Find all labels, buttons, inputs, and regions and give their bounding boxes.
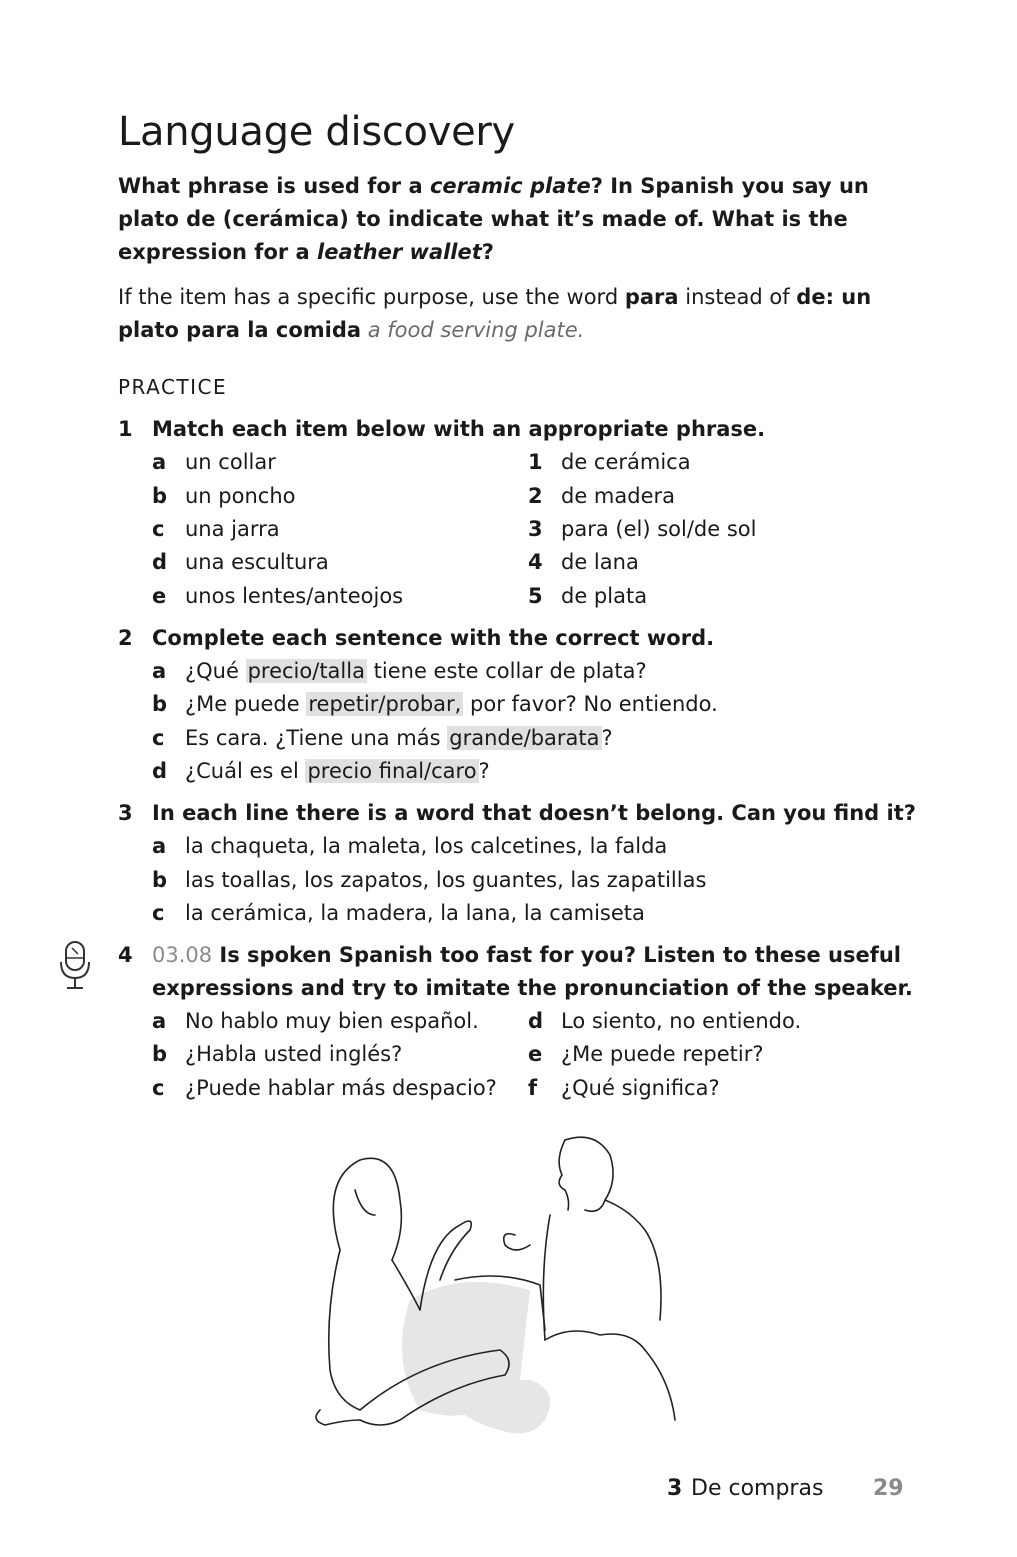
note-text-4 <box>361 318 368 342</box>
item-text <box>185 756 490 786</box>
man-leg <box>645 1350 675 1420</box>
conversation-illustration <box>300 1120 720 1440</box>
woman-back <box>329 1250 360 1410</box>
item-letter: e <box>152 584 167 608</box>
item-letter: a <box>152 450 167 474</box>
item-text: la cerámica, la madera, la lana, la camiseta <box>185 901 645 925</box>
exercise-number: 2 <box>118 626 133 650</box>
note-translation: a food serving plate. <box>367 318 585 342</box>
intro-text-4: ? <box>481 240 494 264</box>
item-letter: c <box>152 517 165 541</box>
intro-text-3: to indicate what it’s made of. What is the expression for a <box>118 207 848 264</box>
exercise-instruction: In each line there is a word that doesn’t belong. Can you find it? <box>152 801 916 825</box>
note-paragraph <box>118 281 898 347</box>
word-choice-highlight: grande/barata <box>449 726 600 750</box>
page-title: Language discovery <box>118 109 515 155</box>
sentence-end: tiene este collar de plata? <box>366 659 647 683</box>
man-back <box>605 1200 661 1320</box>
item-letter: e <box>528 1042 543 1066</box>
item-letter: a <box>152 659 167 683</box>
word-choice-highlight: precio/talla <box>247 659 365 683</box>
item-letter: 4 <box>528 550 543 574</box>
item-text: de lana <box>561 550 639 574</box>
item-text: un poncho <box>185 484 296 508</box>
word-choice-highlight: precio final/caro <box>307 759 477 783</box>
item-letter: d <box>152 759 168 783</box>
audio-track-number: 03.08 <box>152 943 213 967</box>
note-text-2: instead of <box>678 285 797 309</box>
item-text: ¿Habla usted inglés? <box>185 1042 403 1066</box>
item-text: de cerámica <box>561 450 691 474</box>
item-text: un collar <box>185 450 276 474</box>
word-choice-highlight: repetir/probar, <box>308 692 462 716</box>
item-text <box>185 723 613 753</box>
shadow-shape-lower <box>440 1380 550 1433</box>
item-text: de plata <box>561 584 648 608</box>
item-letter: b <box>152 1042 168 1066</box>
item-text: la chaqueta, la maleta, los calcetines, la falda <box>185 834 668 858</box>
item-letter: a <box>152 834 167 858</box>
item-text: una jarra <box>185 517 280 541</box>
item-text: No hablo muy bien español. <box>185 1009 479 1033</box>
sentence-end: por favor? No entiendo. <box>463 692 718 716</box>
exercise-number: 4 <box>118 943 133 967</box>
exercise-instruction: Complete each sentence with the correct word. <box>152 626 715 650</box>
note-text-1: If the item has a specific purpose, use the word <box>118 285 625 309</box>
item-text: para (el) sol/de sol <box>561 517 757 541</box>
microphone-icon <box>58 940 92 996</box>
chapter-title: De compras <box>691 1476 824 1501</box>
exercise-instruction: Match each item below with an appropriate phrase. <box>152 417 766 441</box>
sentence-start: Es cara. ¿Tiene una más <box>185 726 448 750</box>
woman-foot <box>316 1410 360 1425</box>
item-text: ¿Puede hablar más despacio? <box>185 1076 497 1100</box>
intro-emphasis-2: leather wallet <box>317 240 482 264</box>
chapter-number: 3 <box>667 1476 683 1501</box>
item-text <box>185 689 718 719</box>
note-bold-para: para <box>624 285 679 309</box>
item-text: las toallas, los zapatos, los guantes, las zapatillas <box>185 868 707 892</box>
man-arm <box>545 1331 645 1350</box>
item-text <box>185 656 647 686</box>
sentence-end: ? <box>601 726 613 750</box>
practice-heading: PRACTICE <box>118 375 228 399</box>
item-text: unos lentes/anteojos <box>185 584 404 608</box>
item-letter: d <box>528 1009 544 1033</box>
item-letter: c <box>152 901 165 925</box>
item-letter: d <box>152 550 168 574</box>
intro-bold-phrase: un plato de (cerámica) <box>118 174 869 231</box>
item-text: de madera <box>561 484 676 508</box>
sentence-end: ? <box>478 759 490 783</box>
item-letter: b <box>152 868 168 892</box>
sentence-start: ¿Qué <box>185 659 246 683</box>
item-text: ¿Me puede repetir? <box>561 1042 764 1066</box>
sentence-start: ¿Me puede <box>185 692 307 716</box>
item-letter: 3 <box>528 517 543 541</box>
exercise-number: 1 <box>118 417 133 441</box>
intro-text-1: What phrase is used for a <box>118 174 430 198</box>
intro-text-2: ? In Spanish you say <box>590 174 839 198</box>
instruction-line-2: expressions and try to imitate the pronunciation of the speaker. <box>152 976 913 1000</box>
page-number: 29 <box>873 1476 904 1501</box>
item-letter: 1 <box>528 450 543 474</box>
item-letter: b <box>152 692 168 716</box>
sentence-start: ¿Cuál es el <box>185 759 306 783</box>
exercise-instruction <box>152 940 901 970</box>
note-text-3: : <box>825 285 842 309</box>
exercise-number: 3 <box>118 801 133 825</box>
man-hand <box>504 1234 530 1250</box>
note-bold-de: de <box>796 285 826 309</box>
instruction-line-1: Is spoken Spanish too fast for you? Listen to these useful <box>212 943 901 967</box>
item-letter: c <box>152 726 165 750</box>
item-letter: f <box>528 1076 538 1100</box>
woman-hair <box>333 1158 401 1260</box>
man-face <box>559 1140 568 1210</box>
item-letter: 2 <box>528 484 543 508</box>
item-text: una escultura <box>185 550 329 574</box>
intro-emphasis-1: ceramic plate <box>429 174 591 198</box>
item-letter: a <box>152 1009 167 1033</box>
item-text: ¿Qué significa? <box>561 1076 720 1100</box>
item-letter: c <box>152 1076 165 1100</box>
note-bold-example: un plato para la comida <box>118 285 872 342</box>
woman-face <box>355 1190 375 1215</box>
intro-paragraph <box>118 170 898 269</box>
item-text: Lo siento, no entiendo. <box>561 1009 802 1033</box>
item-letter: b <box>152 484 168 508</box>
item-letter: 5 <box>528 584 543 608</box>
